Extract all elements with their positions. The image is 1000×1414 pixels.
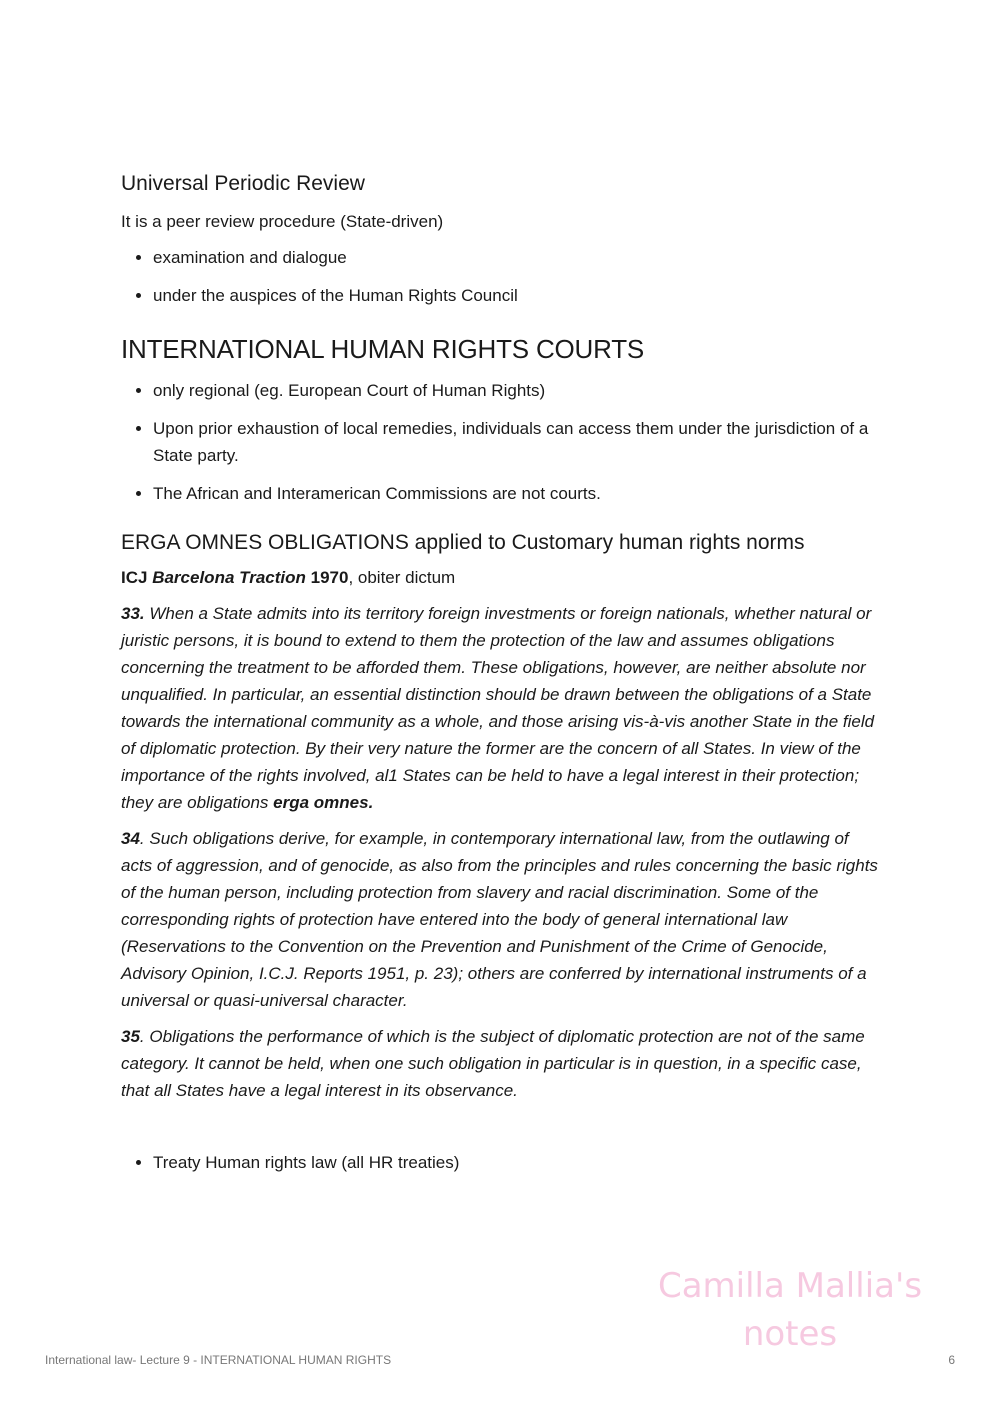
- list-item: • examination and dialogue: [153, 244, 881, 271]
- footer-title: International law- Lecture 9 - INTERNATIONAL HUMAN RIGHTS: [45, 1353, 392, 1367]
- watermark: [640, 1262, 940, 1358]
- paragraph-number: 33.: [121, 604, 145, 623]
- citation-year: 1970: [310, 568, 349, 587]
- watermark-line: Camilla Mallia's: [657, 1266, 923, 1306]
- paragraph-33: [121, 600, 881, 816]
- paragraph-35: [121, 1023, 881, 1104]
- paragraph-text: When a State admits into its territory foreign investments or foreign nationals, whether natural or juristic persons, it is bound to extend to them the protection of the law and assumes obligations concerning the treatment to be afforded them. These obligations, however, are neither absolute nor unqualified. In particular, an essential distinction should be drawn between the obligations of a State towards the international community as a whole, and those arising vis-à-vis another State in the field of diplomatic protection. By their very nature the former are the concern of all States. In view of the importance of the rights involved, al1 States can be held to have a legal interest in their protection; they are obligations: [121, 604, 875, 812]
- citation-case: Barcelona Traction: [152, 568, 306, 587]
- treaty-list: [121, 1149, 881, 1176]
- citation-court: ICJ: [121, 568, 148, 587]
- page-content: [121, 170, 881, 1187]
- paragraph-34: [121, 825, 881, 1014]
- courts-heading: INTERNATIONAL HUMAN RIGHTS COURTS: [121, 334, 645, 364]
- citation-rest: , obiter dictum: [348, 568, 456, 587]
- list-item: • The African and Interamerican Commissions are not courts.: [153, 480, 881, 507]
- paragraph-text: . Such obligations derive, for example, in contemporary international law, from the outlawing of acts of aggression, and of genocide, as also from the principles and rules concerning the basic rights of the human person, including protection from slavery and racial discrimination. Some of the corresponding rights of protection have entered into the body of general international law (Reservations to the Convention on the Prevention and Punishment of the Crime of Genocide, Advisory Opinion, I.C.J. Reports 1951, p. 23); others are conferred by international instruments of a universal or quasi-universal character.: [121, 829, 878, 1010]
- courts-list: [121, 377, 881, 507]
- paragraph-number: 34: [121, 829, 140, 848]
- emphasis-text: erga omnes.: [273, 793, 374, 812]
- list-item: • only regional (eg. European Court of Human Rights): [153, 377, 881, 404]
- upr-list: [121, 244, 881, 309]
- list-item: • Upon prior exhaustion of local remedies, individuals can access them under the jurisdiction of a State party.: [153, 415, 881, 469]
- paragraph-text: . Obligations the performance of which is the subject of diplomatic protection are not of the same category. It cannot be held, when one such obligation in particular is in question, in a specific case, that all States have a legal interest in its observance.: [121, 1027, 865, 1100]
- paragraph-number: 35: [121, 1027, 140, 1046]
- list-item: • under the auspices of the Human Rights Council: [153, 282, 881, 309]
- erga-heading: ERGA OMNES OBLIGATIONS applied to Customary human rights norms: [121, 531, 805, 554]
- watermark-line: notes: [742, 1314, 838, 1354]
- case-citation: [121, 564, 881, 591]
- spacer: [121, 1113, 881, 1149]
- upr-heading: Universal Periodic Review: [121, 172, 365, 195]
- list-item: • Treaty Human rights law (all HR treaties): [153, 1149, 881, 1176]
- upr-intro: It is a peer review procedure (State-driven): [121, 212, 444, 231]
- page-number: 6: [948, 1353, 955, 1367]
